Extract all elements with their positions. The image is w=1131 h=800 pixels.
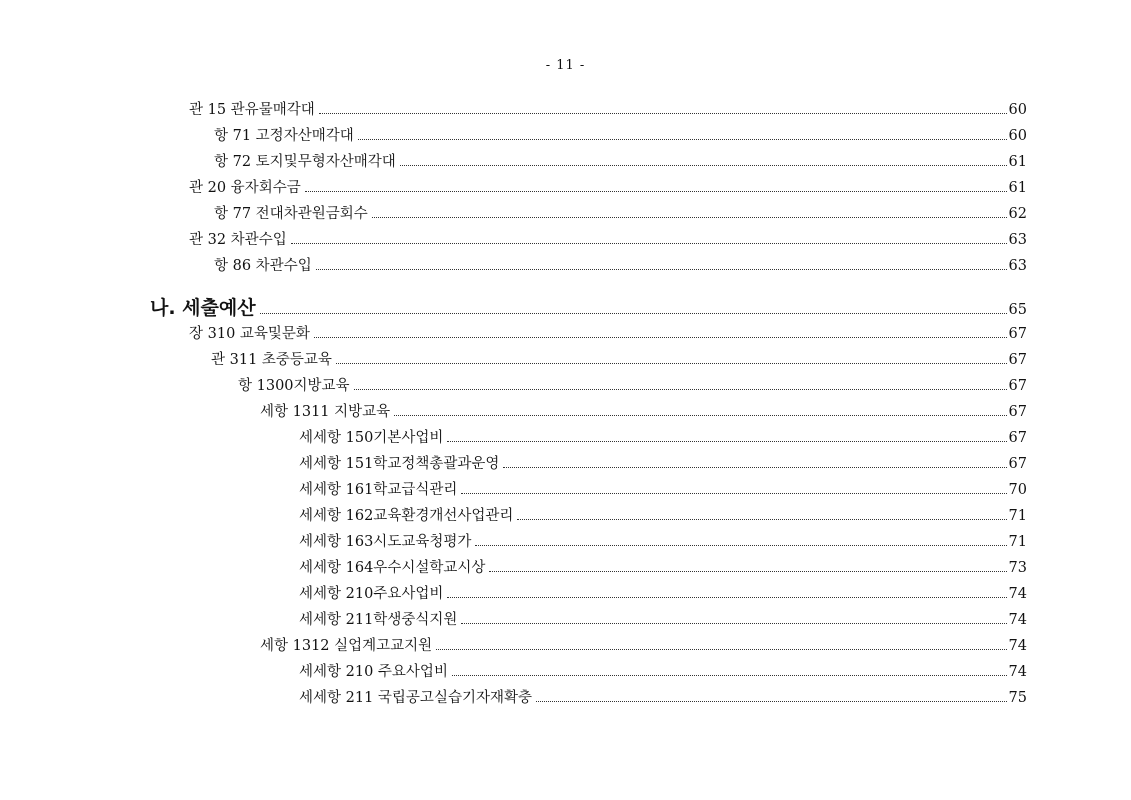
toc-entry-label: 세세항 211학생중식지원: [299, 612, 458, 628]
toc-entry-page: 67: [1008, 326, 1027, 342]
dot-leader: [489, 571, 1006, 572]
toc-entry-label: 관 32 차관수입: [189, 232, 287, 248]
toc-entry[interactable]: [260, 636, 1027, 656]
dot-leader: [436, 649, 1006, 650]
dot-leader: [447, 441, 1006, 442]
toc-entry-page: 71: [1008, 534, 1027, 550]
toc-entry-label: 항 77 전대차관원금회수: [214, 206, 368, 222]
toc-entry-label: 세세항 162교육환경개선사업관리: [299, 508, 514, 524]
toc-entry-page: 67: [1008, 352, 1027, 368]
toc-entry-page: 67: [1008, 430, 1027, 446]
toc-entry[interactable]: [299, 480, 1027, 500]
dot-leader: [260, 313, 1007, 314]
toc-entry-label: 나. 세출예산: [150, 297, 256, 319]
toc-entry-label: 관 20 융자회수금: [189, 180, 301, 196]
toc-entry[interactable]: [299, 558, 1027, 578]
toc-entry[interactable]: [189, 324, 1027, 344]
toc-entry-label: 세세항 211 국립공고실습기자재확충: [299, 690, 532, 706]
page-number: - 11 -: [545, 58, 586, 73]
dot-leader: [461, 493, 1006, 494]
dot-leader: [447, 597, 1006, 598]
toc-entry-label: 세세항 210주요사업비: [299, 586, 444, 602]
dot-leader: [354, 389, 1007, 390]
toc-entry-page: 71: [1008, 508, 1027, 524]
toc-entry-label: 세항 1311 지방교육: [260, 404, 391, 420]
toc-entry-page: 73: [1008, 560, 1027, 576]
dot-leader: [314, 337, 1007, 338]
toc-entry-page: 67: [1008, 456, 1027, 472]
dot-leader: [503, 467, 1006, 468]
dot-leader: [517, 519, 1006, 520]
toc-entry-label: 세세항 150기본사업비: [299, 430, 444, 446]
dot-leader: [394, 415, 1006, 416]
toc-entry-page: 61: [1008, 154, 1027, 170]
dot-leader: [400, 165, 1007, 166]
toc-entry-page: 65: [1008, 302, 1027, 318]
toc-entry-page: 70: [1008, 482, 1027, 498]
dot-leader: [372, 217, 1007, 218]
toc-entry[interactable]: [299, 688, 1027, 708]
toc-entry[interactable]: [214, 126, 1027, 146]
toc-entry-label: 세세항 163시도교육청평가: [299, 534, 472, 550]
toc-entry-page: 63: [1008, 258, 1027, 274]
toc-entry-page: 74: [1008, 638, 1027, 654]
toc-entry-label: 세세항 151학교정책총괄과운영: [299, 456, 500, 472]
toc-entry[interactable]: [299, 532, 1027, 552]
dot-leader: [336, 363, 1007, 364]
dot-leader: [536, 701, 1007, 702]
toc-entry-label: 항 72 토지및무형자산매각대: [214, 154, 396, 170]
toc-entry-page: 74: [1008, 586, 1027, 602]
toc-entry[interactable]: [299, 506, 1027, 526]
toc-entry[interactable]: [299, 454, 1027, 474]
toc-entry-label: 세항 1312 실업계고교지원: [260, 638, 433, 654]
toc-entry-label: 항 1300지방교육: [238, 378, 350, 394]
toc-entry[interactable]: [189, 230, 1027, 250]
toc-entry-label: 세세항 161학교급식관리: [299, 482, 458, 498]
toc-entry[interactable]: [189, 178, 1027, 198]
toc-entry-page: 63: [1008, 232, 1027, 248]
toc-entry[interactable]: [299, 662, 1027, 682]
toc-entry-page: 75: [1008, 690, 1027, 706]
toc-entry-label: 장 310 교육및문화: [189, 326, 310, 342]
toc-entry-label: 관 15 관유물매각대: [189, 102, 315, 118]
toc-entry-page: 60: [1008, 128, 1027, 144]
toc-entry-label: 세세항 164우수시설학교시상: [299, 560, 486, 576]
dot-leader: [475, 545, 1006, 546]
toc-entry-label: 관 311 초중등교육: [211, 352, 332, 368]
dot-leader: [319, 113, 1007, 114]
toc-entry[interactable]: [238, 376, 1027, 396]
toc-entry-page: 62: [1008, 206, 1027, 222]
toc-entry[interactable]: [214, 152, 1027, 172]
dot-leader: [316, 269, 1007, 270]
dot-leader: [452, 675, 1007, 676]
toc-entry[interactable]: [299, 584, 1027, 604]
toc-entry-page: 67: [1008, 404, 1027, 420]
toc-entry-page: 60: [1008, 102, 1027, 118]
toc-entry-page: 74: [1008, 664, 1027, 680]
toc-entry-page: 61: [1008, 180, 1027, 196]
toc-entry[interactable]: [211, 350, 1027, 370]
toc-entry-label: 세세항 210 주요사업비: [299, 664, 448, 680]
dot-leader: [291, 243, 1007, 244]
toc-entry-page: 74: [1008, 612, 1027, 628]
toc-entry[interactable]: [299, 428, 1027, 448]
toc-section-heading[interactable]: [150, 296, 1027, 320]
dot-leader: [305, 191, 1007, 192]
toc-entry[interactable]: [260, 402, 1027, 422]
toc-entry[interactable]: [214, 256, 1027, 276]
dot-leader: [358, 139, 1007, 140]
toc-entry-label: 항 86 차관수입: [214, 258, 312, 274]
toc-entry-label: 항 71 고정자산매각대: [214, 128, 354, 144]
toc-entry[interactable]: [299, 610, 1027, 630]
toc-entry[interactable]: [214, 204, 1027, 224]
dot-leader: [461, 623, 1006, 624]
toc-entry[interactable]: [189, 100, 1027, 120]
toc-entry-page: 67: [1008, 378, 1027, 394]
